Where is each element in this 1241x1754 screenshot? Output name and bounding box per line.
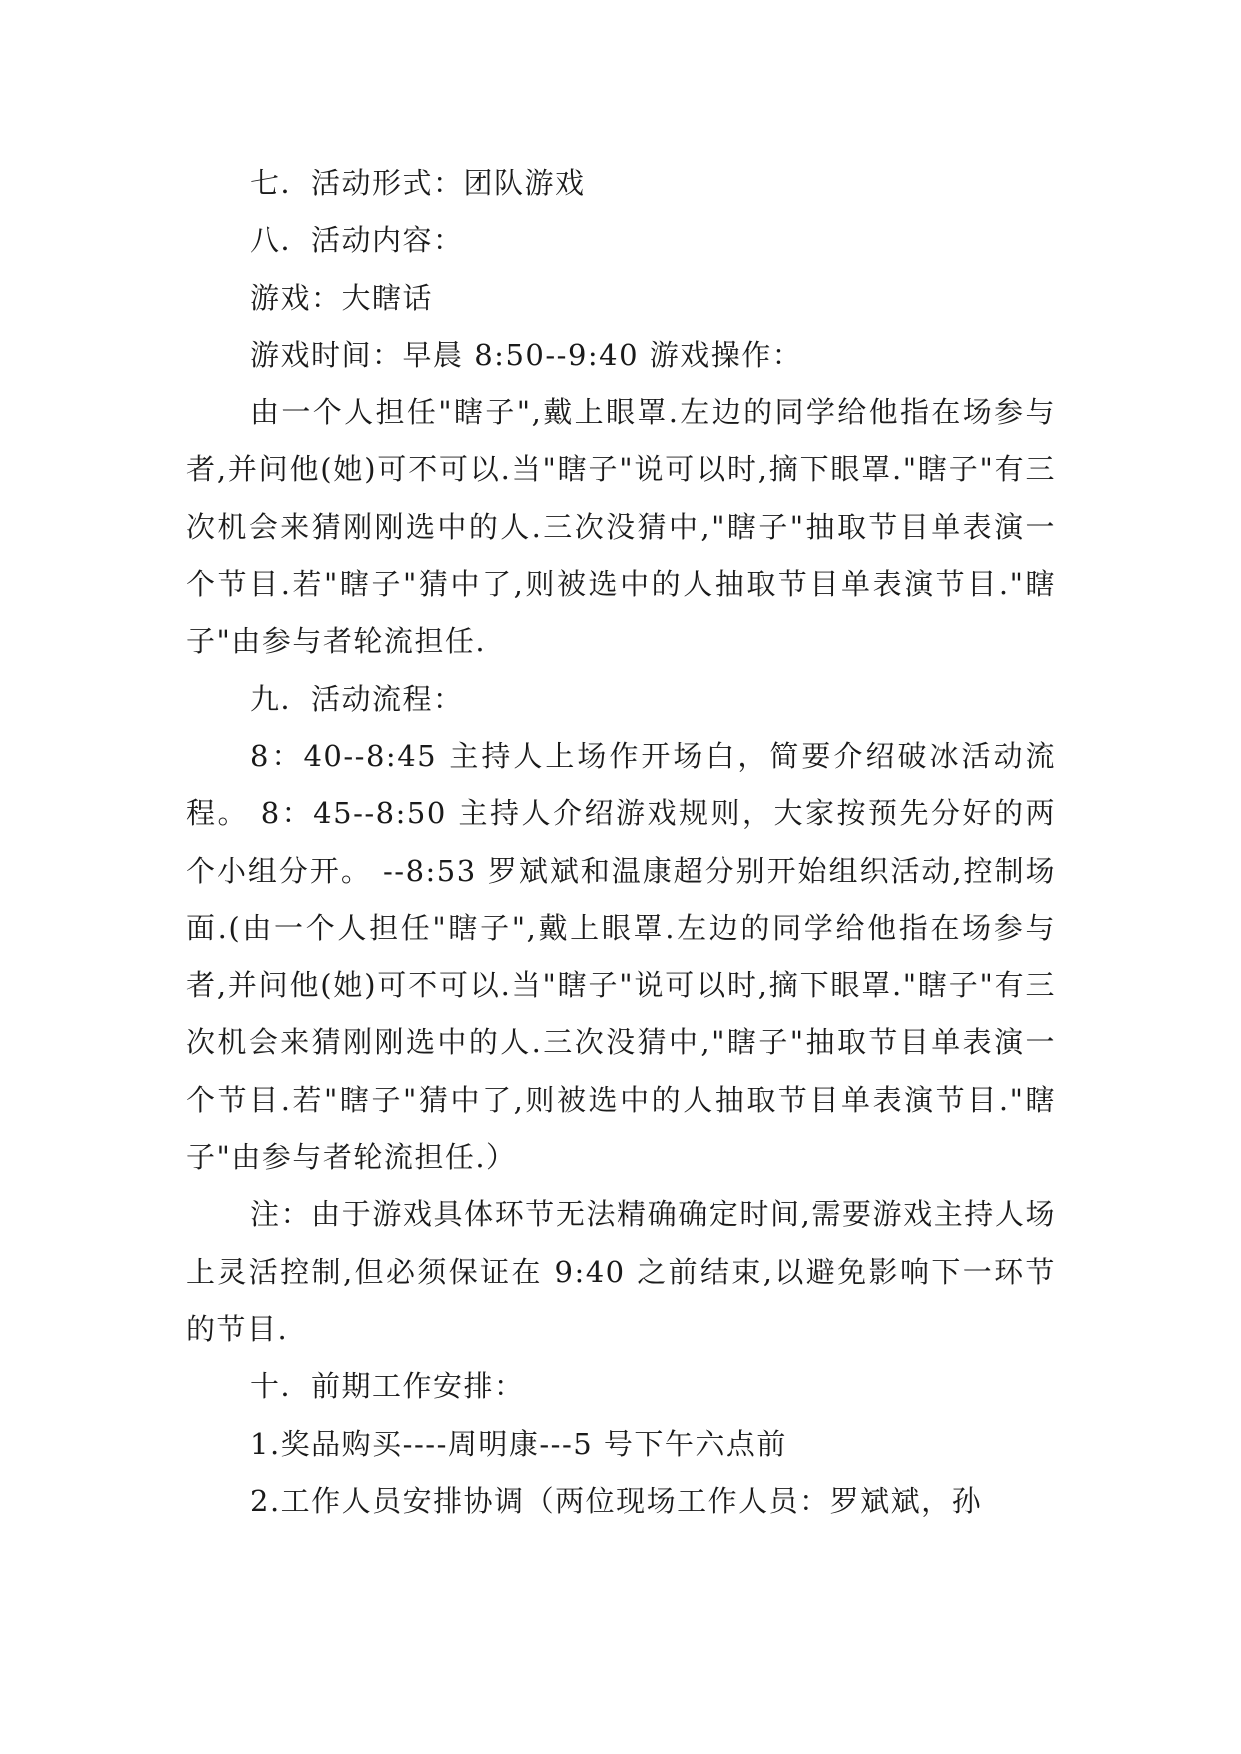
section-9-heading: 九．活动流程：	[250, 681, 464, 716]
note-paragraph: 注：由于游戏具体环节无法精确确定时间,需要游戏主持人场上灵活控制,但必须保证在 9:40 之前结束,以避免影响下一环节的节目.	[186, 1197, 1056, 1346]
game-time: 游戏时间：早晨 8:50--9:40 游戏操作：	[250, 337, 803, 372]
game-name: 游戏：大瞎话	[250, 280, 434, 315]
activity-flow-paragraph: 8：40--8:45 主持人上场作开场白，简要介绍破冰活动流程。 8：45--8:50 主持人介绍游戏规则，大家按预先分好的两个小组分开。 --8:53 罗斌斌和温康超分别开始组织活动,控制场面.(由一个人担任"瞎子",戴上眼罩.左边的同学给他指在场参与者,并问他(她)可不可以.当"瞎子"说可以时,摘下眼罩."瞎子"有三次机会来猜刚刚选中的人.三次没猜中,"瞎子"抽取节目单表演一个节目.若"瞎子"猜中了,则被选中的人抽取节目单表演节目."瞎子"由参与者轮流担任.）	[186, 738, 1056, 1175]
task-item-1: 1.奖品购买----周明康---5 号下午六点前	[250, 1426, 787, 1461]
document-page	[186, 155, 1056, 1530]
section-8-heading: 八．活动内容：	[250, 223, 464, 258]
game-operation-paragraph: 由一个人担任"瞎子",戴上眼罩.左边的同学给他指在场参与者,并问他(她)可不可以.当"瞎子"说可以时,摘下眼罩."瞎子"有三次机会来猜刚刚选中的人.三次没猜中,"瞎子"抽取节目单表演一个节目.若"瞎子"猜中了,则被选中的人抽取节目单表演节目."瞎子"由参与者轮流担任.	[186, 395, 1056, 659]
section-10-heading: 十．前期工作安排：	[250, 1369, 525, 1404]
section-7-heading: 七．活动形式：团队游戏	[250, 166, 586, 200]
task-item-2: 2.工作人员安排协调（两位现场工作人员：罗斌斌，孙	[250, 1483, 983, 1518]
